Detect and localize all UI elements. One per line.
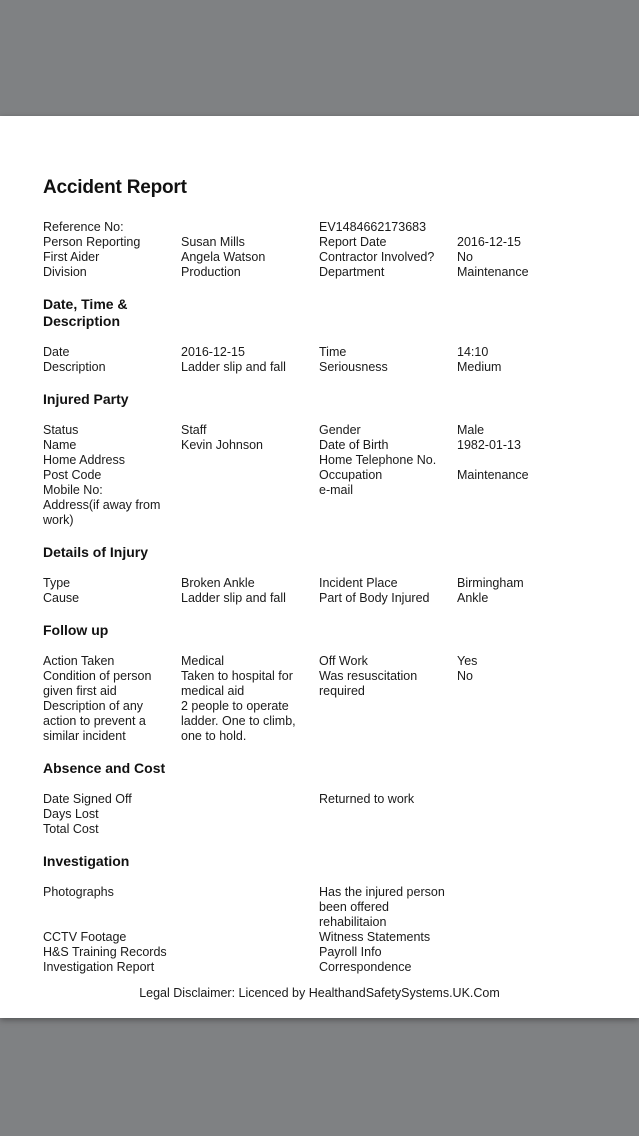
contractor-value: No [457, 250, 473, 264]
correspondence-label: Correspondence [319, 960, 412, 974]
action-taken-value: Medical [181, 654, 225, 668]
off-work-label: Off Work [319, 654, 368, 668]
seriousness-value: Medium [457, 360, 502, 374]
resuscitation-label: Was resuscitation required [319, 669, 418, 699]
date-signed-off-label: Date Signed Off [43, 792, 132, 806]
action-taken-label: Action Taken [43, 654, 115, 668]
cctv-label: CCTV Footage [43, 930, 127, 944]
report-date-label: Report Date [319, 235, 387, 249]
date-value: 2016-12-15 [181, 345, 245, 359]
status-label: Status [43, 423, 79, 437]
incident-place-value: Birmingham [457, 576, 524, 590]
section-heading-investigation: Investigation [43, 853, 130, 869]
home-telephone-label: Home Telephone No. [319, 453, 437, 467]
occupation-label: Occupation [319, 468, 383, 482]
returned-to-work-label: Returned to work [319, 792, 415, 806]
cause-value: Ladder slip and fall [181, 591, 286, 605]
injury-type-label: Type [43, 576, 71, 590]
address-away-label: Address(if away from work) [43, 498, 161, 528]
body-part-value: Ankle [457, 591, 489, 605]
description-label: Description [43, 360, 106, 374]
date-label: Date [43, 345, 70, 359]
contractor-label: Contractor Involved? [319, 250, 435, 264]
prevention-label: Description of any action to prevent a similar incident [43, 699, 146, 744]
section-heading-follow-up: Follow up [43, 622, 109, 638]
legal-disclaimer: Legal Disclaimer: Licenced by HealthandSafetySystems.UK.Com [139, 986, 500, 1000]
name-value: Kevin Johnson [181, 438, 264, 452]
dob-label: Date of Birth [319, 438, 389, 452]
total-cost-label: Total Cost [43, 822, 99, 836]
payroll-label: Payroll Info [319, 945, 382, 959]
person-reporting-label: Person Reporting [43, 235, 141, 249]
hs-training-label: H&S Training Records [43, 945, 167, 959]
section-heading-details-of-injury: Details of Injury [43, 544, 149, 560]
division-label: Division [43, 265, 87, 279]
description-value: Ladder slip and fall [181, 360, 286, 374]
name-label: Name [43, 438, 77, 452]
post-code-label: Post Code [43, 468, 102, 482]
photographs-label: Photographs [43, 885, 114, 899]
department-value: Maintenance [457, 265, 529, 279]
cause-label: Cause [43, 591, 80, 605]
reference-no-label: Reference No: [43, 220, 124, 234]
investigation-report-label: Investigation Report [43, 960, 155, 974]
incident-place-label: Incident Place [319, 576, 398, 590]
off-work-value: Yes [457, 654, 478, 668]
section-heading-injured-party: Injured Party [43, 391, 129, 407]
section-heading-date-time: Date, Time & Description [43, 296, 128, 329]
seriousness-label: Seriousness [319, 360, 388, 374]
condition-value: Taken to hospital for medical aid [181, 669, 293, 699]
resuscitation-value: No [457, 669, 473, 683]
report-date-value: 2016-12-15 [457, 235, 521, 249]
dob-value: 1982-01-13 [457, 438, 521, 452]
home-address-label: Home Address [43, 453, 125, 467]
gender-value: Male [457, 423, 485, 437]
person-reporting-value: Susan Mills [181, 235, 245, 249]
time-value: 14:10 [457, 345, 489, 359]
mobile-label: Mobile No: [43, 483, 103, 497]
condition-label: Condition of person given first aid [43, 669, 152, 699]
rehabilitation-label: Has the injured person been offered rehabilitaion [319, 885, 445, 930]
status-value: Staff [181, 423, 207, 437]
first-aider-label: First Aider [43, 250, 100, 264]
occupation-value: Maintenance [457, 468, 529, 482]
injury-type-value: Broken Ankle [181, 576, 255, 590]
reference-no-value: EV1484662173683 [319, 220, 427, 234]
prevention-value: 2 people to operate ladder. One to climb, one to hold. [181, 699, 296, 744]
gender-label: Gender [319, 423, 361, 437]
witness-statements-label: Witness Statements [319, 930, 431, 944]
section-heading-absence-cost: Absence and Cost [43, 760, 166, 776]
page-title: Accident Report [43, 177, 187, 198]
time-label: Time [319, 345, 347, 359]
body-part-label: Part of Body Injured [319, 591, 430, 605]
days-lost-label: Days Lost [43, 807, 99, 821]
division-value: Production [181, 265, 241, 279]
first-aider-value: Angela Watson [181, 250, 266, 264]
email-label: e-mail [319, 483, 354, 497]
department-label: Department [319, 265, 385, 279]
